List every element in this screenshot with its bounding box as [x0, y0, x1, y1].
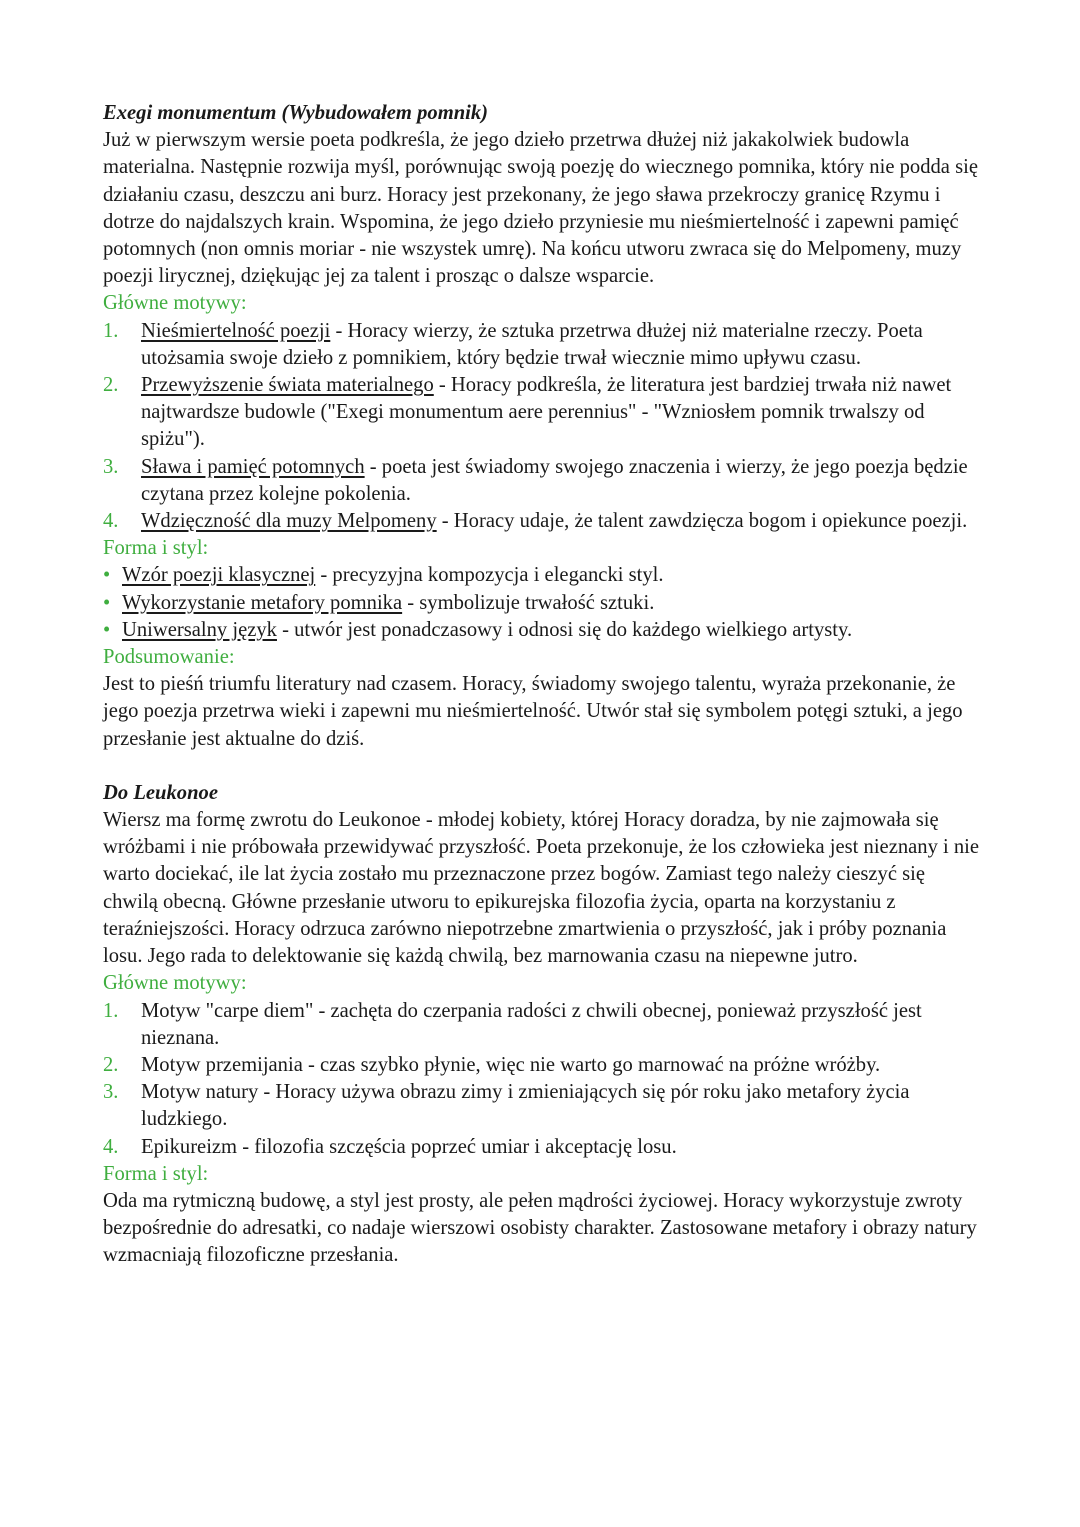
form-text: - utwór jest ponadczasowy i odnosi się do każdego wielkiego artysty. [276, 618, 853, 641]
motifs-heading: Główne motywy: [103, 972, 247, 995]
list-item [103, 508, 983, 535]
form-text: - symbolizuje trwałość sztuki. [402, 591, 655, 614]
motif-term: Przewyższenie świata materialnego [141, 374, 434, 397]
section-title: Exegi monumentum (Wybudowałem pomnik) [103, 102, 489, 124]
list-item [103, 617, 983, 644]
bullet-icon: • [103, 564, 111, 587]
motif-term: Nieśmiertelność poezji [141, 319, 331, 342]
list-item [103, 590, 983, 617]
list-item [103, 372, 983, 454]
list-number: 3. [103, 455, 119, 478]
motifs-list [103, 318, 983, 536]
section-title: Do Leukonoe [103, 781, 218, 804]
form-text: - precyzyjna kompozycja i elegancki styl. [315, 564, 664, 587]
form-heading: Forma i styl: [103, 537, 209, 560]
list-number: 4. [103, 1135, 119, 1158]
summary-text: Jest to pieśń triumfu literatury nad czasem. Horacy, świadomy swojego talentu, wyraża przekonanie, że jego poezja przetrwa wieki i zapewni mu nieśmiertelność. Utwór stał się symbolem potęgi sztuki, a jego przesłanie jest aktualne do dziś. [103, 673, 963, 750]
motif-text: Epikureizm - filozofia szczęścia poprzeć umiar i akceptację losu. [141, 1135, 677, 1158]
list-number: 2. [103, 374, 119, 397]
bullet-icon: • [103, 591, 111, 614]
summary-heading: Podsumowanie: [103, 646, 235, 669]
list-item [103, 1079, 983, 1133]
motifs-heading: Główne motywy: [103, 292, 247, 315]
bullet-icon: • [103, 618, 111, 641]
form-term: Uniwersalny język [122, 618, 277, 641]
section-do-leukonoe [103, 780, 983, 1270]
list-item [103, 1052, 983, 1079]
list-number: 1. [103, 319, 119, 342]
motif-term: Sława i pamięć potomnych [141, 455, 365, 478]
list-item [103, 454, 983, 508]
document-page [103, 100, 983, 1270]
form-heading: Forma i styl: [103, 1162, 209, 1185]
list-item [103, 998, 983, 1052]
motif-text: Motyw przemijania - czas szybko płynie, więc nie warto go marnować na próżne wróżby. [141, 1053, 881, 1076]
motif-text: - Horacy podkreśla, że literatura jest bardziej trwała niż nawet najtwardsze budowle ("Exegi monumentum aere perennius" - "Wzniosłem pomnik trwalszy od spiżu"). [141, 374, 952, 451]
motif-text: Motyw "carpe diem" - zachęta do czerpania radości z chwili obecnej, ponieważ przyszłość jest nieznana. [141, 999, 922, 1049]
list-item [103, 562, 983, 589]
motif-text: - Horacy wierzy, że sztuka przetrwa dłużej niż materialne rzeczy. Poeta utożsamia swoje dzieło z pomnikiem, który będzie trwał wiecznie mimo upływu czasu. [141, 319, 923, 369]
motif-term: Wdzięczność dla muzy Melpomeny [141, 510, 437, 533]
form-list [103, 562, 983, 644]
list-number: 4. [103, 510, 119, 533]
list-number: 1. [103, 999, 119, 1022]
section-intro: Wiersz ma formę zwrotu do Leukonoe - młodej kobiety, której Horacy doradza, by nie zajmowała się wróżbami i nie próbowała przewidywać przyszłość. Poeta przekonuje, że los człowieka jest nieznany i nie warto dociekać, ile lat życia zostało mu przeznaczone przez bogów. Zamiast tego należy cieszyć się chwilą obecną. Główne przesłanie utworu to epikurejska filozofia życia, oparta na korzystaniu z teraźniejszości. Horacy odrzuca zarówno niepotrzebne zmartwienia o przyszłość, jak i próby poznania losu. Jego rada to delektowanie się każdą chwilą, bez marnowania czasu na niepewne jutro. [103, 809, 980, 968]
form-term: Wykorzystanie metafory pomnika [122, 591, 403, 614]
motif-text: - poeta jest świadomy swojego znaczenia i wierzy, że jego poezja będzie czytana przez kolejne pokolenia. [141, 455, 968, 505]
form-term: Wzór poezji klasycznej [122, 564, 316, 587]
section-exegi-monumentum [103, 100, 983, 753]
motif-text: Motyw natury - Horacy używa obrazu zimy i zmieniających się pór roku jako metafory życia ludzkiego. [141, 1081, 910, 1131]
motif-text: - Horacy udaje, że talent zawdzięcza bogom i opiekunce poezji. [436, 510, 968, 533]
list-number: 3. [103, 1081, 119, 1104]
list-item [103, 1134, 983, 1161]
section-intro: Już w pierwszym wersie poeta podkreśla, że jego dzieło przetrwa dłużej niż jakakolwiek budowla materialna. Następnie rozwija myśl, porównując swoją poezję do wiecznego pomnika, który nie podda się działaniu czasu, deszczu ani burz. Horacy jest przekonany, że jego sława przekroczy granicę Rzymu i dotrze do najdalszych krain. Wspomina, że jego dzieło przyniesie mu nieśmiertelność i zapewni pamięć potomnych (non omnis moriar - nie wszystek umrę). Na końcu utworu zwraca się do Melpomeny, muzy poezji lirycznej, dziękując jej za talent i prosząc o dalsze wsparcie. [103, 129, 978, 288]
motifs-list [103, 998, 983, 1161]
list-number: 2. [103, 1053, 119, 1076]
list-item [103, 318, 983, 372]
form-text: Oda ma rytmiczną budowę, a styl jest prosty, ale pełen mądrości życiowej. Horacy wykorzystuje zwroty bezpośrednie do adresatki, co nadaje wierszowi osobisty charakter. Zastosowane metafory i obrazy natury wzmacniają filozoficzne przesłania. [103, 1189, 977, 1267]
